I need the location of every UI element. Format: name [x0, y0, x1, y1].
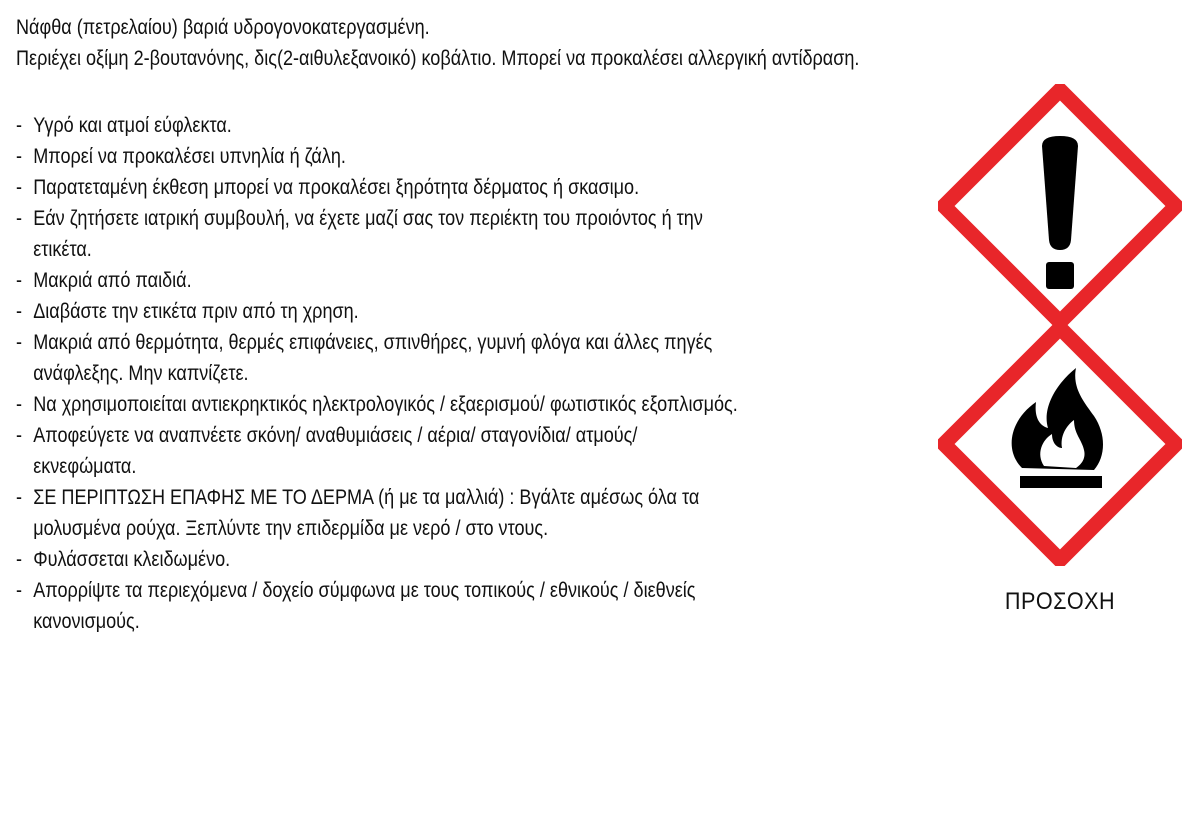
statement-dash: -	[16, 548, 23, 571]
hazard-statement	[16, 420, 945, 482]
statement-line: Μακριά από παιδιά.	[33, 269, 192, 292]
statement-line: Διαβάστε την ετικέτα πριν από τη χρηση.	[33, 300, 359, 323]
product-name: Νάφθα (πετρελαίου) βαριά υδρογονοκατεργασμένη.	[16, 16, 430, 39]
hazard-statement	[16, 389, 945, 420]
statement-dash: -	[16, 207, 23, 230]
hazard-statement	[16, 544, 945, 575]
statement-line: Υγρό και ατμοί εύφλεκτα.	[33, 114, 232, 137]
statement-line: Να χρησιμοποιείται αντιεκρηκτικός ηλεκτρολογικός / εξαερισμού/ φωτιστικός εξοπλισμός.	[33, 393, 738, 416]
hazard-pictograms	[938, 84, 1182, 566]
hazard-statement	[16, 327, 945, 389]
statement-line: ΣΕ ΠΕΡΙΠΤΩΣΗ ΕΠΑΦΗΣ ΜΕ ΤΟ ΔΕΡΜΑ (ή με τα μαλλιά) : Βγάλτε αμέσως όλα τα	[33, 486, 700, 509]
hazard-statement	[16, 141, 945, 172]
hazard-statement	[16, 172, 945, 203]
exclamation-mark-pictogram	[938, 84, 1182, 328]
hazard-statement	[16, 296, 945, 327]
statement-dash: -	[16, 114, 23, 137]
statement-dash: -	[16, 269, 23, 292]
hazard-statement	[16, 110, 945, 141]
statement-line: ανάφλεξης. Μην καπνίζετε.	[33, 362, 249, 385]
hazard-statement	[16, 203, 945, 265]
statement-line: εκνεφώματα.	[33, 455, 137, 478]
statement-dash: -	[16, 331, 23, 354]
flame-pictogram	[938, 322, 1182, 566]
hazard-statement	[16, 482, 945, 544]
statement-dash: -	[16, 300, 23, 323]
statement-line: κανονισμούς.	[33, 610, 140, 633]
statement-dash: -	[16, 486, 23, 509]
statement-line: Εάν ζητήσετε ιατρική συμβουλή, να έχετε μαζί σας τον περιέκτη του προιόντος ή την	[33, 207, 703, 230]
hazard-statement	[16, 575, 945, 637]
signal-word: ΠΡΟΣΟΧΗ	[1004, 588, 1116, 615]
statement-dash: -	[16, 579, 23, 602]
exclamation-mark-icon	[944, 90, 1176, 322]
hazard-statements-list	[16, 110, 945, 637]
hazard-statement	[16, 265, 945, 296]
statement-dash: -	[16, 176, 23, 199]
statement-dash: -	[16, 145, 23, 168]
product-contains: Περιέχει οξίμη 2-βουτανόνης, δις(2-αιθυλεξανοικό) κοβάλτιο. Μπορεί να προκαλέσει αλλεργική αντίδραση.	[16, 47, 860, 70]
product-header	[16, 12, 1014, 74]
statement-line: Μακριά από θερμότητα, θερμές επιφάνειες, σπινθήρες, γυμνή φλόγα και άλλες πηγές	[33, 331, 713, 354]
flame-icon	[944, 328, 1176, 560]
statement-line: Φυλάσσεται κλειδωμένο.	[33, 548, 231, 571]
statement-dash: -	[16, 393, 23, 416]
statement-line: Αποφεύγετε να αναπνέετε σκόνη/ αναθυμιάσεις / αέρια/ σταγονίδια/ ατμούς/	[33, 424, 638, 447]
statement-line: Παρατεταμένη έκθεση μπορεί να προκαλέσει ξηρότητα δέρματος ή σκασιμο.	[33, 176, 640, 199]
statement-line: Μπορεί να προκαλέσει υπνηλία ή ζάλη.	[33, 145, 346, 168]
statement-dash: -	[16, 424, 23, 447]
statement-line: μολυσμένα ρούχα. Ξεπλύντε την επιδερμίδα με νερό / στο ντους.	[33, 517, 549, 540]
statement-line: ετικέτα.	[33, 238, 92, 261]
statement-line: Απορρίψτε τα περιεχόμενα / δοχείο σύμφωνα με τους τοπικούς / εθνικούς / διεθνείς	[33, 579, 696, 602]
